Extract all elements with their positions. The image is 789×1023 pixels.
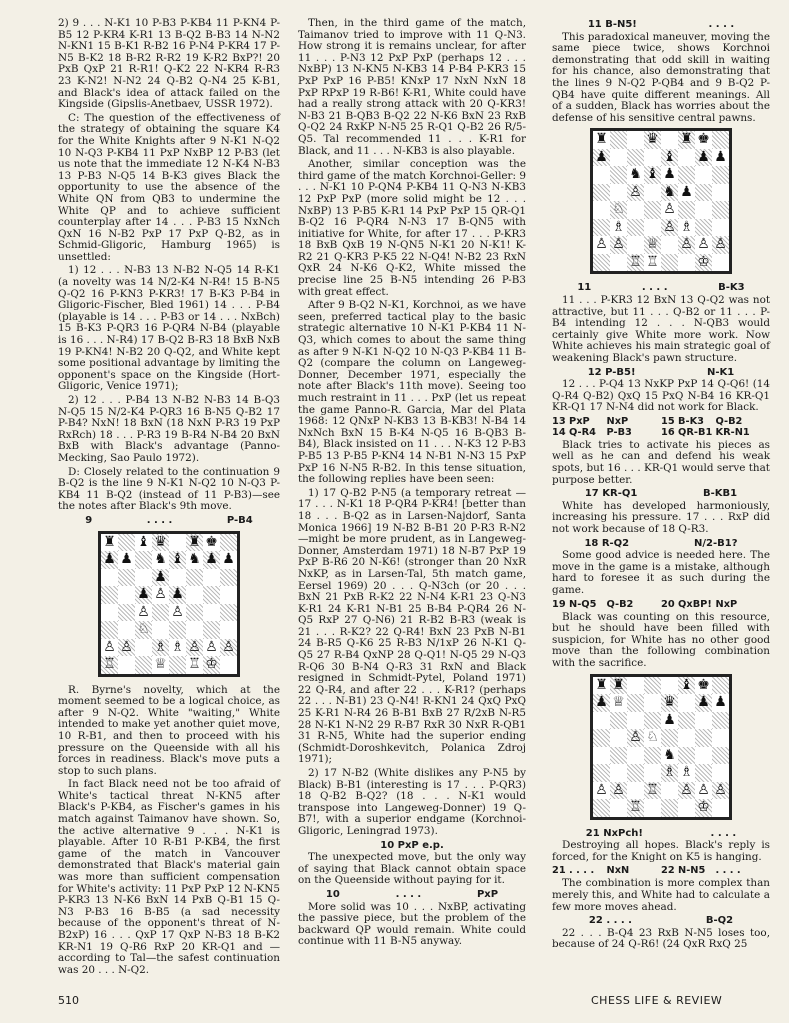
black-bishop-icon: ♝ <box>678 677 695 695</box>
white-pawn-icon: ♙ <box>610 782 627 800</box>
board-square <box>661 677 678 695</box>
white-king-icon: ♔ <box>695 254 712 272</box>
chess-diagram <box>98 531 240 677</box>
paragraph: After 9 B-Q2 N-K1, Korchnoi, as we have seen, preferred tactical play to the basic strategic alternative 10 N-K1 P-KB4 11 N-Q3, which comes to about the same thing as after 9 N-K1 N-Q2 10 N-Q3 P-KB4 11 B-Q2 (compare the column on Langeweg-Donner, December 1971, especially the note after Black's 11th move). Seeing too much restraint in 11 . . . PxP (let us repeat the game Panno-R. Garcia, Mar del Plata 1968: 12 QNxP N-KB3 13 B-KB3! N-B4 14 NxNch BxN 15 B-K4 N-Q5 16 B-QB3 B-B4), Black insisted on 11 . . . N-K3 12 P-B3 P-B5 13 P-B5 P-KN4 14 N-B1 N-N3 15 PxP PxP 16 N-N5 R-B2. In this tense situation, the following replies have been seen: <box>298 299 526 486</box>
black-rook-icon: ♜ <box>595 131 608 148</box>
black-king-icon: ♚ <box>697 131 710 148</box>
white-pawn-icon: ♙ <box>663 201 676 218</box>
board-square <box>220 569 237 587</box>
board-square <box>169 656 186 674</box>
paragraph: Destroying all hopes. Black's reply is forced, for the Knight on K5 is hanging. <box>552 839 770 863</box>
move-header: 10 PxP e.p. <box>380 839 444 851</box>
board-square <box>610 254 627 272</box>
paragraph: C: The question of the effectiveness of the strategy of obtaining the square K4 for the White Knights after 9 N-K1 N-Q2 10 N-Q3 P-KB4 11 PxP NxBP 12 P-B3 (let us note that the immediate 12 N-K4 N-B3 13 P-B3 N-Q5 14 B-K3 gives Black the opportunity to use the absence of the White QN from QB3 to undermine the White QP and to achieve sufficient counterplay after 14 . . . P-B3 15 NxNch QxN 16 N-B2 PxP 17 PxP Q-B2, as in Schmid-Gligoric, Hamburg 1965) is unsettled: <box>58 111 280 263</box>
black-pawn-icon: ♟ <box>714 694 727 711</box>
paragraph: D: Closely related to the continuation 9 B-Q2 is the line 9 N-K1 N-Q2 10 N-Q3 P-KB4 11 B-Q2 (instead of 11 P-B3)—see the notes after Black's 9th move. <box>58 465 280 513</box>
paragraph: Black was counting on this resource, but he should have been filled with suspicion, for White has no other good move than the following combination with the sacrifice. <box>552 610 770 669</box>
board-square <box>695 166 712 184</box>
board-square <box>593 799 610 817</box>
board-square <box>661 236 678 254</box>
black-pawn-icon: ♟ <box>203 551 220 569</box>
board-square <box>152 604 169 622</box>
move-grid: 21 . . . . NxN 22 N-N5 . . . . <box>552 865 741 877</box>
black-bishop-icon: ♝ <box>661 149 678 167</box>
white-pawn-icon: ♙ <box>205 638 218 655</box>
black-pawn-icon: ♟ <box>663 166 676 183</box>
board-square <box>610 131 627 149</box>
black-knight-icon: ♞ <box>663 746 676 763</box>
board-square <box>678 694 695 712</box>
paragraph: 11 . . . P-KR3 12 BxN 13 Q-Q2 was not attractive, but 11 . . . Q-B2 or 11 . . . P-B4 intending 12 . . . N-QB3 would certainly give White more work. Now White achieves his main strategic goal of weakening Black's pawn structure. <box>552 293 770 364</box>
board-square <box>712 184 729 202</box>
paragraph: Black tries to activate his pieces as well as he can and defend his weak spots, but 16 . . . KR-Q1 would serve that purpose better. <box>552 438 770 486</box>
board-square <box>169 534 186 552</box>
column-left <box>58 18 280 978</box>
board-square <box>118 569 135 587</box>
white-bishop-icon: ♗ <box>612 218 625 235</box>
board-square <box>644 677 661 695</box>
black-pawn-icon: ♟ <box>593 149 610 167</box>
board-square <box>610 747 627 765</box>
board-square <box>644 201 661 219</box>
black-pawn-icon: ♟ <box>714 148 727 165</box>
board-square <box>593 747 610 765</box>
move-header: 10 . . . . PxP <box>325 888 499 900</box>
board-square <box>118 586 135 604</box>
board-square <box>644 219 661 237</box>
black-pawn-icon: ♟ <box>663 711 676 728</box>
board-square <box>627 236 644 254</box>
paragraph: 12 . . . P-Q4 13 NxKP PxP 14 Q-Q6! (14 Q-R4 Q-B2) QxQ 15 PxQ N-B4 16 KR-Q1 KR-Q1 17 N-N4 did not work for Black. <box>552 378 770 414</box>
board-square <box>593 729 610 747</box>
board-square <box>220 586 237 604</box>
white-queen-icon: ♕ <box>644 236 661 254</box>
paragraph: This paradoxical maneuver, moving the same piece twice, shows Korchnoi demonstrating that odd skill in waiting for his chance, also demonstrating that the lines 9 N-Q2 P-QB4 and 9 B-Q2 P-QB4 have quite different meanings. All of a sudden, Black has worries about the defense of his sensitive central pawns. <box>552 30 770 124</box>
board-square <box>712 254 729 272</box>
move-header: 17 KR-Q1 B-KB1 <box>584 488 738 500</box>
white-knight-icon: ♘ <box>135 621 152 639</box>
board-square <box>186 604 203 622</box>
black-pawn-icon: ♟ <box>152 569 169 587</box>
move-header: 11 B-N5! . . . . <box>587 19 735 30</box>
board-square <box>610 729 627 747</box>
board-square <box>644 712 661 730</box>
black-queen-icon: ♛ <box>152 534 169 552</box>
white-pawn-icon: ♙ <box>220 639 237 657</box>
board-square <box>627 131 644 149</box>
white-pawn-icon: ♙ <box>712 236 729 254</box>
black-pawn-icon: ♟ <box>695 694 712 712</box>
board-square <box>118 656 135 674</box>
column-middle <box>298 18 526 950</box>
chess-diagram <box>590 674 732 820</box>
board-square <box>101 569 118 587</box>
board-square <box>678 712 695 730</box>
black-pawn-icon: ♟ <box>695 149 712 167</box>
board-square <box>712 712 729 730</box>
black-knight-icon: ♞ <box>661 184 678 202</box>
board-square <box>593 764 610 782</box>
board-square <box>678 799 695 817</box>
black-rook-icon: ♜ <box>678 131 695 149</box>
white-rook-icon: ♖ <box>646 253 659 270</box>
move-header: 21 NxPch! . . . . <box>585 827 737 839</box>
board-square <box>152 621 169 639</box>
board-square <box>610 799 627 817</box>
board-square <box>203 604 220 622</box>
white-knight-icon: ♘ <box>610 201 627 219</box>
board-square <box>169 569 186 587</box>
board-square <box>135 551 152 569</box>
board-square <box>203 586 220 604</box>
board-square <box>712 729 729 747</box>
paragraph: 22 . . . B-Q4 23 RxB N-N5 loses too, because of 24 Q-R6! (24 QxR RxQ 25 <box>552 926 770 951</box>
board-square <box>644 799 661 817</box>
paragraph: The combination is more complex than merely this, and White had to calculate a few more moves ahead. <box>552 877 770 913</box>
white-pawn-icon: ♙ <box>186 639 203 657</box>
board-square <box>712 764 729 782</box>
black-pawn-icon: ♟ <box>120 551 133 568</box>
white-pawn-icon: ♙ <box>627 184 644 202</box>
board-square <box>593 166 610 184</box>
white-pawn-icon: ♙ <box>595 236 608 253</box>
white-bishop-icon: ♗ <box>680 218 693 235</box>
board-square <box>644 184 661 202</box>
page-number: 510 <box>58 994 79 1007</box>
paragraph: Another, similar conception was the third game of the match Korchnoi-Geller: 9 . . . N-K1 10 P-QN4 P-KB4 11 Q-N3 N-KB3 12 PxP PxP (more solid might be 12 . . . NxBP) 13 P-B5 K-R1 14 PxP PxP 15 QR-Q1 B-Q2 16 P-QR4 N-N3 17 B-QN5 with initiative for White, for after 17 . . . P-KR3 18 BxB QxB 19 N-QN5 N-K1 20 N-K1! K-R2 21 Q-KR3 P-K5 22 N-Q4! N-B2 23 RxN QxR 24 N-K6 Q-K2, White missed the precise line 25 B-N5 intending 26 P-B3 with great effect. <box>298 158 526 298</box>
move-header: 11 . . . . B-K3 <box>577 282 745 294</box>
paragraph: 2) 9 . . . N-K1 10 P-B3 P-KB4 11 P-KN4 P-B5 12 P-KR4 K-R1 13 B-Q2 B-B3 14 N-N2 N-KN1 15 B-K1 R-B2 16 P-N4 P-KR4 17 P-N5 B-K2 18 B-R2 R-R2 19 K-R2 BxP?! 20 PxB QxP 21 R-R1! Q-K2 22 N-KR4 R-R3 23 K-N2! N-N2 24 Q-B2 Q-N4 25 K-B1, and Black's idea of attack failed on the Kingside (Gipslis-Anetbaev, USSR 1972). <box>58 17 280 111</box>
board-square <box>593 712 610 730</box>
white-pawn-icon: ♙ <box>137 603 150 620</box>
paragraph: R. Byrne's novelty, which at the moment seemed to be a logical choice, as after 9 N-Q2. White "waiting," White intended to make yet another quiet move, 10 R-B1, and then to proceed with his pressure on the Queenside with all his forces in readiness. Black's move puts a stop to such plans. <box>58 683 280 777</box>
board-square <box>695 184 712 202</box>
paragraph: More solid was 10 . . . NxBP, activating the passive piece, but the problem of the backward QP would remain. White could continue with 11 B-N5 anyway. <box>298 900 526 948</box>
board-square <box>593 219 610 237</box>
board-square <box>712 219 729 237</box>
white-pawn-icon: ♙ <box>712 782 729 800</box>
black-pawn-icon: ♟ <box>101 551 118 569</box>
white-pawn-icon: ♙ <box>678 782 695 800</box>
board-square <box>678 149 695 167</box>
board-square <box>627 782 644 800</box>
board-square <box>627 201 644 219</box>
black-king-icon: ♚ <box>205 533 218 550</box>
board-square <box>661 131 678 149</box>
board-square <box>627 694 644 712</box>
board-square <box>712 747 729 765</box>
board-square <box>627 764 644 782</box>
board-square <box>135 569 152 587</box>
board-square <box>695 712 712 730</box>
white-pawn-icon: ♙ <box>103 638 116 655</box>
white-pawn-icon: ♙ <box>595 781 608 798</box>
white-rook-icon: ♖ <box>627 799 644 817</box>
white-pawn-icon: ♙ <box>697 236 710 253</box>
white-pawn-icon: ♙ <box>171 603 184 620</box>
board-square <box>678 254 695 272</box>
white-queen-icon: ♕ <box>612 694 625 711</box>
black-knight-icon: ♞ <box>629 166 642 183</box>
board-square <box>593 184 610 202</box>
paragraph: Some good advice is needed here. The move in the game is a mistake, although hard to foresee it as such during the game. <box>552 549 770 596</box>
paragraph: 1) 12 . . . N-B3 13 N-B2 N-Q5 14 R-K1 (a novelty was 14 N/2-K4 N-R4! 15 B-N5 Q-Q2 16 P-KN3 P-KR3! 17 B-K3 P-B4 in Gligoric-Fischer, Bled 1961) 14 . . . P-B4 (playable is 14 . . . P-B3 or 14 . . . NxBch) 15 B-K3 P-QR3 16 P-QR4 N-B4 (playable is 16 . . . N-R4) 17 B-Q2 B-R3 18 BxB NxB 19 P-KN4! N-B2 20 Q-Q2, and White kept some positional advantage by limiting the opponent's space on the Kingside (Hort-Gligoric, Venice 1971); <box>58 264 280 393</box>
move-grid: 13 PxP NxP 15 B-K3 Q-B2 14 Q-R4 P-B3 16 QR-B1 KR-N1 <box>552 415 750 438</box>
black-pawn-icon: ♟ <box>680 183 693 200</box>
white-bishop-icon: ♗ <box>171 638 184 655</box>
board-square <box>644 764 661 782</box>
black-pawn-icon: ♟ <box>593 694 610 712</box>
board-square <box>101 586 118 604</box>
board-square <box>712 131 729 149</box>
board-square <box>661 782 678 800</box>
board-square <box>695 747 712 765</box>
paragraph: 2) 12 . . . P-B4 13 N-B2 N-B3 14 B-Q3 N-Q5 15 N/2-K4 P-QR3 16 B-N5 Q-B2 17 P-B4? NxN! 18 BxN (18 NxN P-R3 19 PxP RxRch) 18 . . . P-R3 19 B-R4 N-B4 20 BxN BxB with Black's advantage (Panno-Mecking, Sao Paulo 1972). <box>58 394 280 464</box>
white-knight-icon: ♘ <box>646 729 659 746</box>
white-pawn-icon: ♙ <box>610 236 627 254</box>
black-pawn-icon: ♟ <box>222 551 235 568</box>
board-square <box>186 569 203 587</box>
white-king-icon: ♔ <box>203 656 220 674</box>
chess-diagram <box>590 128 732 274</box>
white-rook-icon: ♖ <box>188 656 201 673</box>
white-rook-icon: ♖ <box>627 254 644 272</box>
move-grid: 19 N-Q5 Q-B2 20 QxBP! NxP <box>552 598 738 610</box>
board-square <box>610 149 627 167</box>
board-square <box>610 184 627 202</box>
paragraph: The unexpected move, but the only way of saying that Black cannot obtain space on the Queenside without paying for it. <box>298 851 526 887</box>
black-bishop-icon: ♝ <box>169 551 186 569</box>
board-square <box>695 219 712 237</box>
white-king-icon: ♔ <box>695 799 712 817</box>
black-king-icon: ♚ <box>697 676 710 693</box>
board-square <box>661 254 678 272</box>
white-pawn-icon: ♙ <box>678 236 695 254</box>
board-square <box>627 677 644 695</box>
white-pawn-icon: ♙ <box>627 729 644 747</box>
board-square <box>220 656 237 674</box>
move-header: 9 . . . . P-B4 <box>85 514 253 526</box>
board-square <box>101 621 118 639</box>
board-square <box>118 621 135 639</box>
board-square <box>118 534 135 552</box>
black-rook-icon: ♜ <box>186 534 203 552</box>
white-rook-icon: ♖ <box>644 782 661 800</box>
black-queen-icon: ♛ <box>661 694 678 712</box>
white-bishop-icon: ♗ <box>661 764 678 782</box>
black-rook-icon: ♜ <box>595 676 608 693</box>
black-bishop-icon: ♝ <box>137 533 150 550</box>
paragraph: White has developed harmoniously, increasing his pressure. 17 . . . RxP did not work because of 18 Q-R3. <box>552 499 770 536</box>
board-square <box>712 799 729 817</box>
white-pawn-icon: ♙ <box>154 586 167 603</box>
board-square <box>661 729 678 747</box>
board-square <box>203 569 220 587</box>
board-square <box>101 604 118 622</box>
board-square <box>678 747 695 765</box>
paragraph: Then, in the third game of the match, Taimanov tried to improve with 11 Q-N3. How strong it is remains unclear, for after 11 . . . P-N3 12 PxP PxP (perhaps 12 . . . NxBP) 13 N-KN5 N-KB3 14 P-B4 P-KR3 15 PxP PxP 16 P-B5! KNxP 17 NxN NxN 18 PxP RPxP 19 R-B6! K-R1, White could have had a really strong attack with 20 Q-KR3! N-B3 21 B-QB3 B-Q2 22 N-K6 BxN 23 RxB Q-Q2 24 RxKP N-N5 25 R-Q1 Q-B2 26 R/5-Q5. Tal recommended 11 . . . K-R1 for Black, and 11 . . . N-KB3 is also playable. <box>298 17 526 157</box>
board-square <box>135 639 152 657</box>
white-pawn-icon: ♙ <box>118 639 135 657</box>
white-bishop-icon: ♗ <box>152 639 169 657</box>
board-square <box>627 747 644 765</box>
board-square <box>169 621 186 639</box>
board-square <box>695 729 712 747</box>
black-pawn-icon: ♟ <box>135 586 152 604</box>
black-queen-icon: ♛ <box>644 131 661 149</box>
board-square <box>220 604 237 622</box>
board-square <box>712 166 729 184</box>
paragraph: 1) 17 Q-B2 P-N5 (a temporary retreat —17 . . . N-K1 18 P-QR4 P-KR4! [better than 18 . . . B-Q2 as in Larsen-Najdorf, Santa Monica 1966] 19 N-B2 B-B1 20 P-R3 R-N2—might be more prudent, as in Langeweg-Donner, Amsterdam 1971) 18 N-B7 PxP 19 PxP B-R6 20 N-K6! (stronger than 20 NxR NxKP, as in Larsen-Tal, 5th match game, Eersel 1969) 20 . . . Q-N3ch (or 20 . . . BxN 21 PxB R-K2 22 N-N4 K-R1 23 Q-N3 K-R1 24 K-R1 N-B1 25 B-B4 P-QR4 26 N-Q5 RxP 27 Q-N6) 21 R-B2 B-R3 (weak is 21 . . . R-K2? 22 Q-R4! BxN 23 PxB N-B1 24 B-R5 Q-K6 25 R-B3 N/1xP 26 N-K1 Q-Q5 27 R-B4 QxNP 28 Q-Q1! N-Q5 29 N-Q3 R-Q6 30 B-N4 Q-R3 31 RxN and Black resigned in Schmidt-Pytel, Poland 1971) 22 Q-R4, and after 22 . . . K-R1? (perhaps 22 . . . N-B1) 23 Q-N4! R-KN1 24 QxQ PxQ 25 K-R1 N-R4 26 B-B1 BxB 27 R/2xB N-R5 28 N-K1 N-N2 29 R-B7 RxR 30 NxR R-QB1 31 R-N5, White had the superior ending (Schmidt-Doroshkevitch, Polanica Zdroj 1971); <box>298 486 526 766</box>
black-bishop-icon: ♝ <box>644 166 661 184</box>
white-rook-icon: ♖ <box>101 656 118 674</box>
board-square <box>627 219 644 237</box>
white-pawn-icon: ♙ <box>697 781 710 798</box>
white-bishop-icon: ♗ <box>680 764 693 781</box>
board-square <box>186 621 203 639</box>
board-square <box>678 166 695 184</box>
black-knight-icon: ♞ <box>188 551 201 568</box>
magazine-title: CHESS LIFE & REVIEW <box>591 994 723 1007</box>
black-pawn-icon: ♟ <box>169 586 186 604</box>
move-header: 22 . . . . B-Q2 <box>588 915 734 927</box>
board-square <box>712 677 729 695</box>
column-right <box>552 18 770 953</box>
black-knight-icon: ♞ <box>154 551 167 568</box>
board-square <box>644 694 661 712</box>
board-square <box>610 166 627 184</box>
board-square <box>695 764 712 782</box>
board-square <box>678 201 695 219</box>
board-square <box>135 656 152 674</box>
board-square <box>627 712 644 730</box>
move-header: 12 P-B5! N-K1 <box>587 366 735 378</box>
board-square <box>695 201 712 219</box>
board-square <box>627 149 644 167</box>
board-square <box>712 201 729 219</box>
paragraph: In fact Black need not be too afraid of White's tactical threat N-KN5 after Black's P-KB4, as Fischer's games in his match against Taimanov have shown. So, the active alternative 9 . . . N-K1 is playable. After 10 R-B1 P-KB4, the first game of the match in Vancouver demonstrated that Black's material gain was more than sufficient compensation for White's activity: 11 PxP PxP 12 N-KN5 P-KR3 13 N-K6 BxN 14 PxB Q-B1 15 Q-N3 P-B3 16 B-B5 (a sad necessity because of the opponent's threat of N-B2xP) 16 . . . QxP 17 QxP N-B3 18 B-K2 KR-N1 19 Q-R6 RxP 20 KR-Q1 and —according to Tal—the safest continuation was 20 . . . N-Q2. <box>58 778 280 976</box>
board-square <box>203 621 220 639</box>
paragraph: 2) 17 N-B2 (White dislikes any P-N5 by Black) B-B1 (interesting is 17 . . . P-QR3) 18 Q-B2 B-Q2? (18 . . . N-K1 would transpose into Langeweg-Donner) 19 Q-B7!, with a superior endgame (Korchnoi-Gligoric, Leningrad 1973). <box>298 767 526 837</box>
board-square <box>610 764 627 782</box>
board-square <box>220 534 237 552</box>
move-header: 18 R-Q2 N/2-B1? <box>584 537 738 549</box>
board-square <box>610 712 627 730</box>
board-square <box>661 799 678 817</box>
black-rook-icon: ♜ <box>610 677 627 695</box>
board-square <box>644 747 661 765</box>
black-rook-icon: ♜ <box>103 533 116 550</box>
board-square <box>644 149 661 167</box>
board-square <box>220 621 237 639</box>
board-square <box>118 604 135 622</box>
board-square <box>186 586 203 604</box>
white-pawn-icon: ♙ <box>661 219 678 237</box>
board-square <box>593 201 610 219</box>
board-square <box>678 729 695 747</box>
board-square <box>593 254 610 272</box>
white-queen-icon: ♕ <box>154 656 167 673</box>
